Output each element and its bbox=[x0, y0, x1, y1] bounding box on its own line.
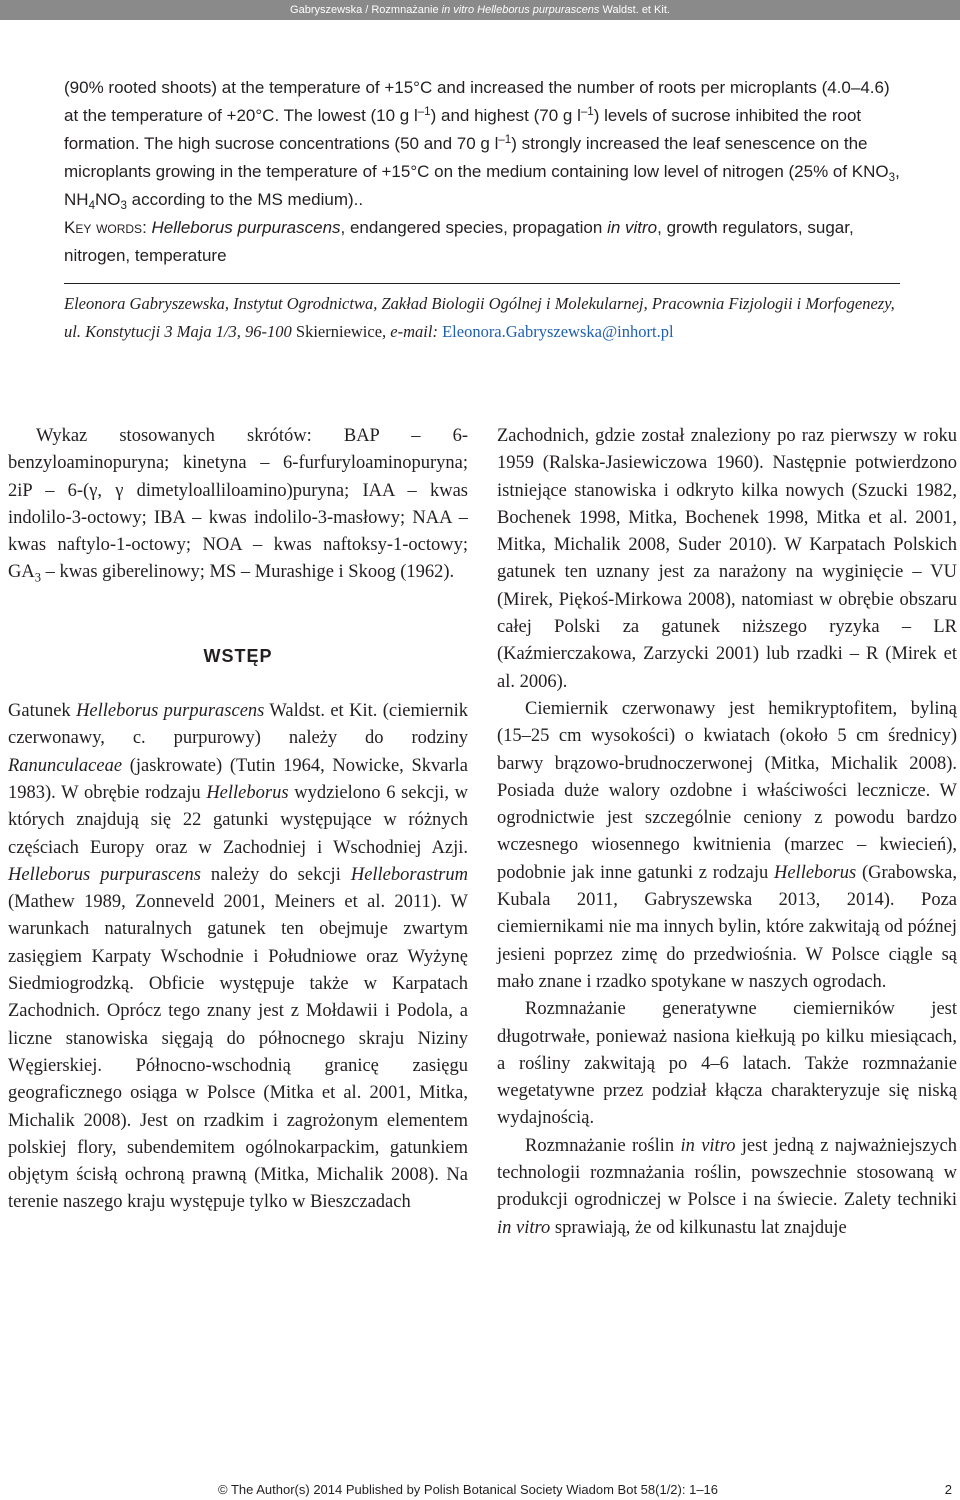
body-paragraph bbox=[497, 696, 957, 996]
affiliation-city: Skierniewice bbox=[295, 322, 383, 341]
spacer bbox=[8, 615, 468, 643]
body-text: jest jedną z najważniejszych technologii rozmnażania roślin, powszechnie stosowaną w produkcji ogrodniczej w Polsce i na świecie. Zalety techniki bbox=[497, 1135, 957, 1211]
body-text: Ciemiernik czerwonawy jest hemikryptofitem, byliną (15–25 cm wysokości) o kwiatach (około 5 cm średnicy) barwy brązowo-brudnoczerwonej (Mitka, Michalik 2008). Posiada duże walory ozdobne i właściwości lecznicze. W ogrodnictwie jest szczególnie ceniony z powodu bardzo wczesnego wiosennego kwitnienia (marzec – kwiecień), podobnie jak inne gatunki z rodzaju bbox=[497, 698, 957, 883]
intro-text: należy do sekcji bbox=[200, 864, 351, 885]
superscript: –1 bbox=[417, 106, 431, 119]
divider-line bbox=[64, 283, 900, 284]
abstract-paragraph bbox=[64, 74, 904, 214]
intro-text: wydzielono 6 sekcji, w których znajdują się 22 gatunki występujące w różnych częściach Europy oraz w Zachodniej i Wschodniej Azji. bbox=[8, 782, 469, 858]
keywords-mid: , endangered species, propagation bbox=[340, 218, 608, 237]
abstract-text-2: ) and highest (70 g l bbox=[430, 106, 581, 125]
footer-citation: © The Author(s) 2014 Published by Polish Botanical Society Wiadom Bot 58(1/2): 1–16 bbox=[218, 1482, 719, 1497]
abstract-text-3: ) levels of sucrose inhibited the root formation. The high sucrose concentrations (50 and 70 g l bbox=[64, 106, 862, 153]
header-authors: Gabryszewska / Rozmnażanie bbox=[290, 4, 442, 16]
left-column bbox=[8, 423, 468, 1217]
species-name: Helleborus purpurascens bbox=[76, 701, 265, 722]
keywords-colon: : bbox=[142, 218, 152, 237]
body-paragraph bbox=[497, 1133, 957, 1242]
page-number: 2 bbox=[944, 1482, 952, 1497]
superscript: –1 bbox=[498, 134, 512, 147]
intro-text: Gatunek bbox=[8, 701, 77, 722]
section-name: Helleborastrum bbox=[350, 864, 468, 885]
abbreviations-text: Wykaz stosowanych skrótów: BAP – 6-benzyloaminopuryna; kinetyna – 6-furfuryloaminopuryna; 2iP – 6-(γ, γ dimetyloalliloamino)puryna; IAA – kwas indolilo-3-octowy; IBA – kwas indolilo-3-masłowy; NAA – kwas naftylo-1-octowy; NOA – kwas naftoksy-1-octowy; GA bbox=[8, 426, 468, 583]
right-column bbox=[497, 423, 957, 1242]
page-footer bbox=[0, 1480, 960, 1500]
keywords-species: Helleborus purpurascens bbox=[151, 218, 341, 237]
body-paragraph: Rozmnażanie generatywne ciemierników jest długotrwałe, ponieważ nasiona kiełkują po kilku miesiącach, a rośliny zakwitają po 4–6 latach. Także rozmnażanie wegetatywne przez podział kłącza charakteryzuje się niską wydajnością. bbox=[497, 999, 957, 1129]
subscript: 3 bbox=[888, 172, 896, 185]
spacer bbox=[8, 587, 468, 615]
abstract-no: NO bbox=[94, 190, 121, 209]
abstract-text-1: (90% rooted shoots) at the temperature of +15°C and increased the number of roots per microplants (4.0–4.6) at the temperature of +20°C. The lowest (10 g l bbox=[64, 78, 890, 125]
keywords bbox=[64, 214, 904, 270]
abbreviations-text-end: – kwas giberelinowy; MS – Murashige i Skoog (1962). bbox=[41, 562, 455, 583]
body-text: sprawiają, że od kilkunastu lat znajduje bbox=[550, 1217, 847, 1238]
keywords-in-vitro: in vitro bbox=[607, 218, 658, 237]
header-tail: Waldst. et Kit. bbox=[599, 4, 670, 16]
species-name: Helleborus purpurascens bbox=[8, 864, 201, 885]
email-link[interactable]: Eleonora.Gabryszewska@inhort.pl bbox=[442, 322, 674, 341]
author-affiliation bbox=[64, 290, 904, 346]
section-heading: WSTĘP bbox=[203, 645, 273, 666]
intro-text: (jaskrowate) (Tutin 1964, Nowicke, Skvarla 1983). W obrębie rodzaju bbox=[8, 755, 468, 803]
subscript: 3 bbox=[34, 570, 42, 585]
header-species: Helleborus purpurascens bbox=[474, 4, 600, 16]
affiliation-email-label: , e-mail: bbox=[382, 322, 443, 341]
keywords-label: Key words bbox=[64, 218, 143, 237]
superscript: –1 bbox=[580, 106, 594, 119]
family-name: Ranunculaceae bbox=[8, 755, 123, 776]
abbreviations-paragraph bbox=[8, 423, 468, 587]
body-text: Rozmnażanie roślin bbox=[525, 1135, 681, 1156]
in-vitro-term: in vitro bbox=[680, 1135, 736, 1156]
running-header bbox=[0, 0, 960, 20]
body-paragraph: Zachodnich, gdzie został znaleziony po raz pierwszy w roku 1959 (Ralska-Jasiewiczowa 1960). Następnie potwierdzono istniejące stanowiska i odkryto kilka nowych (Szucki 1982, Bochenek 1998, Mitka, Bochenek 1998, Mitka et al. 2001, Mitka, Michalik 2008, Suder 2010). W Karpatach Polskich gatunek ten uznany jest za narażony na wyginięcie – VU (Mirek, Piękoś-Mirkowa 2008), natomiast w obrębie obszaru całej Polski za gatunek niższego ryzyka – LR (Kaźmierczakowa, Zarzycki 2001) lub rzadki – R (Mirek et al. 2006). bbox=[497, 426, 957, 692]
subscript: 3 bbox=[120, 200, 127, 213]
spacer bbox=[8, 670, 468, 698]
header-in-vitro: in vitro bbox=[441, 4, 475, 16]
intro-paragraph bbox=[8, 698, 468, 1217]
intro-text: Waldst. et Kit. (ciemiernik czerwonawy, c. purpurowy) należy do rodziny bbox=[8, 701, 468, 749]
body-text: (Grabowska, Kubala 2011, Gabryszewska 2013, 2014). Poza ciemiernikami nie ma innych bylin, które zakwitają od późnej jesieni poprzez zimę do przedwiośnia. W Polsce ciągle są mało znane i rzadko spotykane w naszych ogrodach. bbox=[497, 862, 957, 992]
in-vitro-term: in vitro bbox=[497, 1217, 551, 1238]
affiliation-text: Eleonora Gabryszewska, Instytut Ogrodnictwa, Zakład Biologii Ogólnej i Molekularnej, Pracownia Fizjologii i Morfogenezy, ul. Konstytucji 3 Maja 1/3, 96-100 bbox=[64, 294, 895, 341]
keywords-end: , growth regulators, sugar, nitrogen, temperature bbox=[64, 218, 854, 265]
genus-name: Helleborus bbox=[773, 862, 857, 883]
abstract-nh: , NH bbox=[64, 162, 900, 209]
abstract-text-5: according to the MS medium).. bbox=[126, 190, 364, 209]
genus-name: Helleborus bbox=[206, 782, 289, 803]
subscript: 4 bbox=[88, 200, 95, 213]
abstract-text-4: ) strongly increased the leaf senescence on the microplants growing in the temperature of +15°C on the medium containing low level of nitrogen (25% of KNO bbox=[64, 134, 889, 181]
intro-text: (Mathew 1989, Zonneveld 2001, Meiners et al. 2011). W warunkach naturalnych gatunek ten obejmuje zwartym zasięgiem Karpaty Wschodnie i Południowe oraz Wyżynę Siedmiogrodzką. Obficie występuje także w Karpatach Zachodnich. Oprócz tego znany jest z Mołdawii i Podola, a liczne stanowiska sięgają do północnego skraju Niziny Węgierskiej. Północno-wschodnią granicę zasięgu geograficznego osiąga w Polsce (Mitka et al. 2001, Mitka, Michalik 2008). Jest on rzadkim i zagrożonym elementem polskiej flory, subendemitem ogólnokarpackim, gatunkiem objętym ścisłą ochroną prawną (Mitka, Michalik 2008). Na terenie naszego kraju występuje tylko w Bieszczadach bbox=[8, 892, 468, 1213]
